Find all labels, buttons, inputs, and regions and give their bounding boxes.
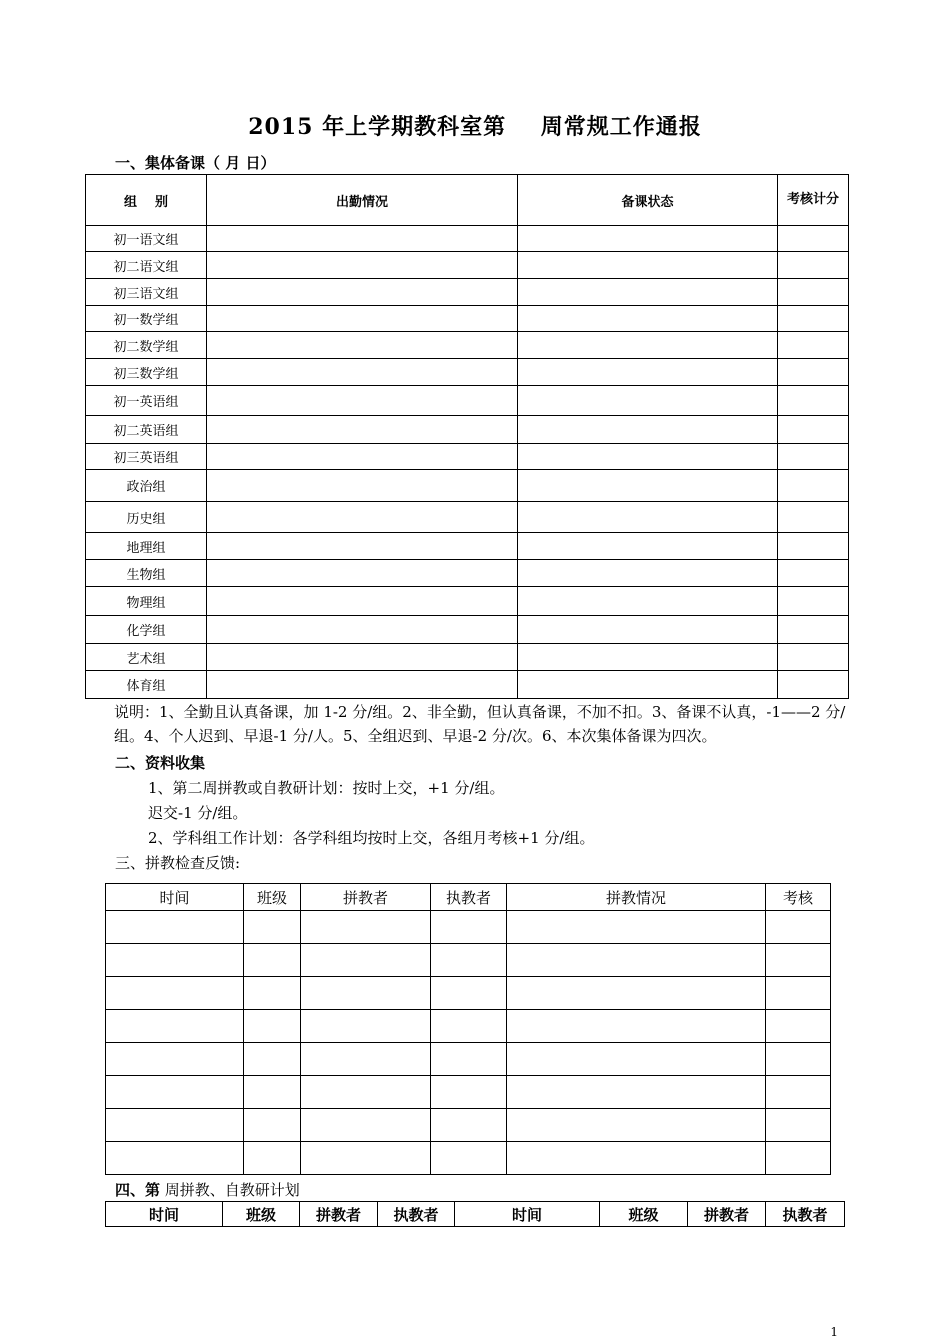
header-peer-teacher-2: 拼教者 [688,1202,766,1227]
score-cell [778,306,849,332]
attendance-cell [207,533,518,560]
attendance-cell [207,226,518,252]
attendance-cell [207,587,518,616]
attendance-cell [207,502,518,533]
empty-cell [507,1010,766,1043]
attendance-cell [207,470,518,502]
status-cell [518,470,778,502]
empty-cell [301,977,431,1010]
empty-cell [766,911,831,944]
attendance-cell [207,416,518,444]
table-row [86,444,849,470]
group-name-cell: 初一语文组 [86,226,207,252]
empty-cell [301,1010,431,1043]
header-class: 班级 [244,884,301,911]
table-row [86,502,849,533]
group-name-cell: 初二英语组 [86,416,207,444]
score-cell [778,502,849,533]
status-cell [518,616,778,644]
table-row [86,533,849,560]
empty-cell [507,911,766,944]
table-row [106,977,831,1010]
empty-cell [766,1076,831,1109]
table-header-row [106,1202,845,1227]
table-header-row [86,175,849,226]
group-name-cell: 生物组 [86,560,207,587]
empty-cell [431,1043,507,1076]
attendance-cell [207,444,518,470]
empty-cell [106,1142,244,1175]
table-row [106,944,831,977]
table-row [106,1076,831,1109]
score-cell [778,444,849,470]
header-time: 时间 [106,884,244,911]
section2-line-1: 1、第二周拼教或自教研计划：按时上交，+1 分/组。 [148,779,505,797]
score-cell [778,279,849,306]
table-row [106,1043,831,1076]
section3-heading: 三、拼教检查反馈: [115,854,241,872]
empty-cell [106,977,244,1010]
attendance-cell [207,560,518,587]
section4-heading-rest: 周拼教、自教研计划 [160,1181,300,1199]
table-row [106,911,831,944]
group-name-cell: 初一英语组 [86,386,207,416]
empty-cell [301,1043,431,1076]
status-cell [518,306,778,332]
empty-cell [244,944,301,977]
empty-cell [766,1010,831,1043]
empty-cell [431,1010,507,1043]
status-cell [518,502,778,533]
empty-cell [244,911,301,944]
header-class: 班级 [223,1202,300,1227]
empty-cell [301,1076,431,1109]
status-cell [518,560,778,587]
table-row [86,386,849,416]
empty-cell [106,1076,244,1109]
empty-cell [106,944,244,977]
section2-line-2: 迟交-1 分/组。 [148,804,248,822]
table-row [86,252,849,279]
table-row [86,332,849,359]
status-cell [518,671,778,699]
empty-cell [106,1043,244,1076]
header-attendance: 出勤情况 [207,175,518,226]
score-cell [778,416,849,444]
group-name-cell: 政治组 [86,470,207,502]
group-name-cell: 物理组 [86,587,207,616]
table-header-row [106,884,831,911]
empty-cell [301,1109,431,1142]
score-cell [778,359,849,386]
table-row [106,1109,831,1142]
group-name-cell: 初二语文组 [86,252,207,279]
attendance-cell [207,279,518,306]
empty-cell [507,977,766,1010]
header-lead-teacher-2: 执教者 [766,1202,845,1227]
collective-lesson-table [85,174,849,699]
weekly-plan-table [105,1201,845,1227]
status-cell [518,359,778,386]
header-time: 时间 [106,1202,223,1227]
section2-line-3: 2、学科组工作计划：各学科组均按时上交，各组月考核+1 分/组。 [148,829,595,847]
group-name-cell: 初一数学组 [86,306,207,332]
section1-heading: 一、集体备课（ 月 日） [115,154,276,172]
status-cell [518,533,778,560]
header-class-2: 班级 [600,1202,688,1227]
empty-cell [244,1109,301,1142]
status-cell [518,587,778,616]
empty-cell [507,1076,766,1109]
score-cell [778,616,849,644]
empty-cell [766,1142,831,1175]
group-name-cell: 历史组 [86,502,207,533]
attendance-cell [207,616,518,644]
score-cell [778,226,849,252]
score-cell [778,386,849,416]
empty-cell [766,977,831,1010]
table-row [86,616,849,644]
status-cell [518,644,778,671]
score-cell [778,332,849,359]
group-name-cell: 艺术组 [86,644,207,671]
empty-cell [106,1010,244,1043]
header-group: 组 别 [86,175,207,226]
table-row [86,279,849,306]
empty-cell [507,1142,766,1175]
attendance-cell [207,332,518,359]
header-lead-teacher: 执教者 [378,1202,455,1227]
empty-cell [244,977,301,1010]
group-name-cell: 初二数学组 [86,332,207,359]
section2-heading: 二、资料收集 [115,754,206,772]
table-row [86,359,849,386]
note-line-2: 组。4、个人迟到、早退-1 分/人。5、全组迟到、早退-2 分/次。6、本次集体备课为四次。 [114,727,717,745]
table-row [86,416,849,444]
empty-cell [431,1076,507,1109]
table-row [86,671,849,699]
score-cell [778,560,849,587]
score-cell [778,587,849,616]
group-name-cell: 化学组 [86,616,207,644]
attendance-cell [207,359,518,386]
page-title: 2015 年上学期教科室第 周常规工作通报 [248,114,702,140]
empty-cell [244,1142,301,1175]
empty-cell [431,911,507,944]
status-cell [518,386,778,416]
status-cell [518,226,778,252]
section4-heading-bold: 四、第 [115,1181,161,1199]
status-cell [518,416,778,444]
group-name-cell: 初三语文组 [86,279,207,306]
empty-cell [106,1109,244,1142]
empty-cell [301,944,431,977]
attendance-cell [207,252,518,279]
empty-cell [766,944,831,977]
header-score: 考核计分 [778,175,849,226]
empty-cell [507,944,766,977]
status-cell [518,444,778,470]
empty-cell [431,944,507,977]
empty-cell [244,1010,301,1043]
status-cell [518,252,778,279]
empty-cell [431,1142,507,1175]
empty-cell [507,1109,766,1142]
empty-cell [766,1043,831,1076]
attendance-cell [207,306,518,332]
status-cell [518,332,778,359]
table-row [86,644,849,671]
header-lead-teacher: 执教者 [431,884,507,911]
empty-cell [106,911,244,944]
table-row [86,560,849,587]
score-cell [778,644,849,671]
status-cell [518,279,778,306]
score-cell [778,671,849,699]
attendance-cell [207,386,518,416]
empty-cell [431,977,507,1010]
page-number: 1 [830,1325,838,1339]
score-cell [778,533,849,560]
section4-heading [115,1179,300,1200]
note-line-1: 说明：1、全勤且认真备课，加 1-2 分/组。2、非全勤，但认真备课，不加不扣。3、备课不认真，-1——2 分/ [114,703,846,721]
header-time-2: 时间 [455,1202,600,1227]
group-name-cell: 地理组 [86,533,207,560]
group-name-cell: 初三英语组 [86,444,207,470]
empty-cell [301,911,431,944]
empty-cell [301,1142,431,1175]
empty-cell [766,1109,831,1142]
table-row [86,470,849,502]
empty-cell [244,1043,301,1076]
empty-cell [507,1043,766,1076]
attendance-cell [207,644,518,671]
header-peer-teacher: 拼教者 [301,884,431,911]
header-assessment: 考核 [766,884,831,911]
table-row [86,587,849,616]
empty-cell [431,1109,507,1142]
peer-teaching-check-table [105,883,831,1175]
score-cell [778,252,849,279]
header-teaching-status: 拼教情况 [507,884,766,911]
attendance-cell [207,671,518,699]
group-name-cell: 初三数学组 [86,359,207,386]
header-status: 备课状态 [518,175,778,226]
group-name-cell: 体育组 [86,671,207,699]
table-row [106,1010,831,1043]
table-row [86,306,849,332]
table-row [86,226,849,252]
section1-note [114,700,854,748]
header-peer-teacher: 拼教者 [300,1202,378,1227]
score-cell [778,470,849,502]
empty-cell [244,1076,301,1109]
table-row [106,1142,831,1175]
